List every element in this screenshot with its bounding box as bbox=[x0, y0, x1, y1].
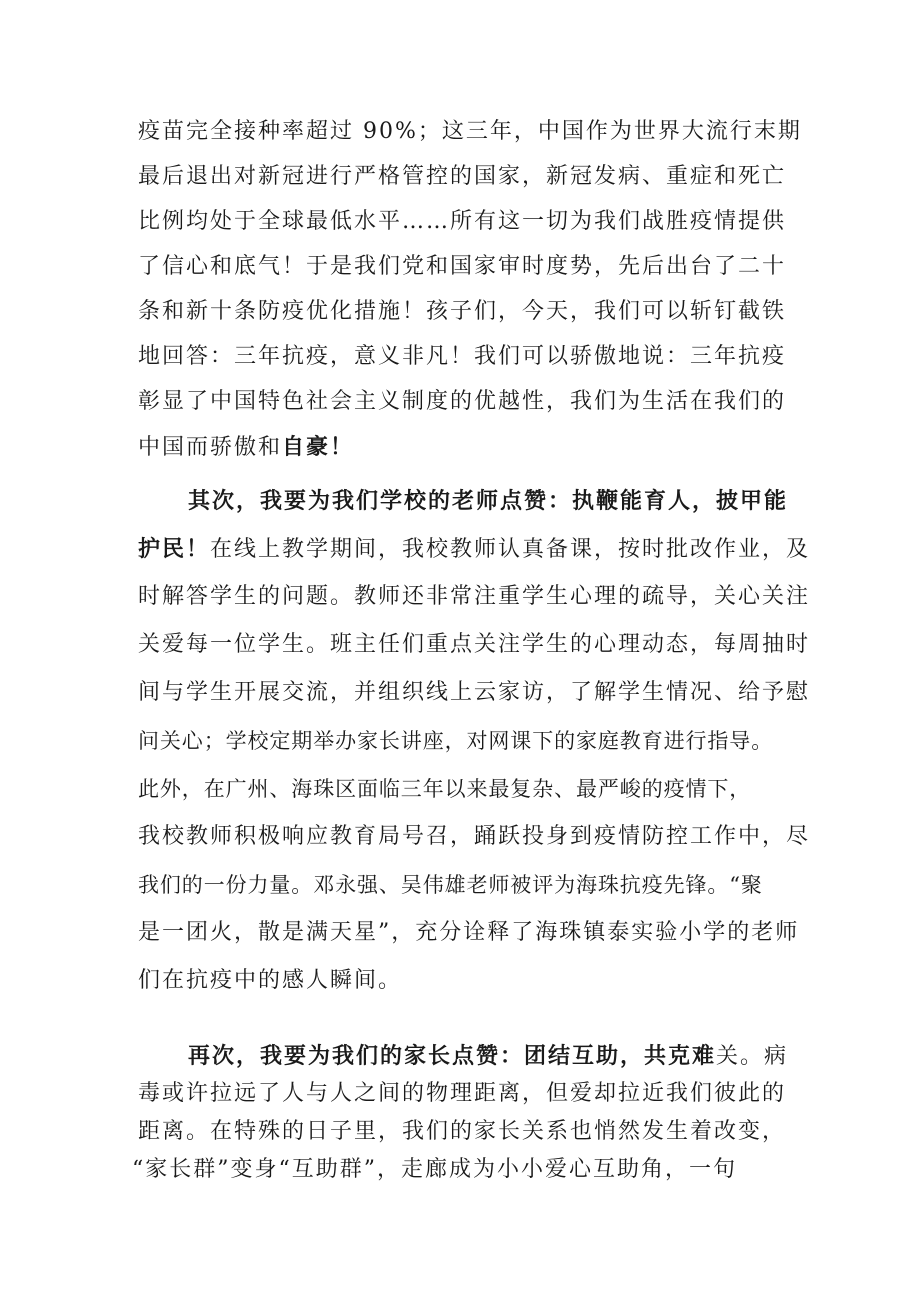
text-line bbox=[138, 1080, 786, 1108]
text-line bbox=[138, 871, 763, 899]
text-line bbox=[138, 1118, 786, 1146]
text-line bbox=[138, 631, 810, 659]
text-line bbox=[138, 583, 810, 611]
text-run: 中国而骄傲和 bbox=[138, 435, 283, 460]
text-line bbox=[138, 433, 354, 462]
text-run: “家长群”变身“互助群”，走廊成为小小爱心互助角，一句 bbox=[132, 1157, 737, 1182]
text-run: 关。病 bbox=[716, 1044, 789, 1069]
text-run: 问关心；学校定期举办家长讲座，对网课下的家庭教育进行指导。 bbox=[138, 729, 774, 753]
text-run: 间与学生开展交流，并组织线上云家访，了解学生情况、给予慰 bbox=[138, 680, 811, 705]
text-run: 我校教师积极响应教育局号召，踊跃投身到疫情防控工作中，尽 bbox=[138, 824, 811, 849]
text-run: 是一团火，散是满天星”，充分诠释了海珠镇泰实验小学的老师 bbox=[138, 920, 800, 945]
text-run: 地回答：三年抗疫，意义非凡！我们可以骄傲地说：三年抗疫 bbox=[138, 344, 787, 369]
text-run: 比例均处于全球最低水平……所有这一切为我们战胜疫情提供 bbox=[138, 209, 787, 234]
text-run: 其次，我要为我们学校的老师点赞：执鞭能育人，披甲能 bbox=[188, 488, 789, 514]
paragraph-heading bbox=[188, 1042, 788, 1071]
text-line bbox=[138, 163, 786, 191]
text-line bbox=[138, 118, 802, 146]
text-line bbox=[138, 253, 786, 281]
text-run: 距离。在特殊的日子里，我们的家长关系也悄然发生着改变， bbox=[138, 1119, 787, 1144]
text-run: 关爱每一位学生。班主任们重点关注学生的心理动态，每周抽时 bbox=[138, 632, 811, 657]
text-line bbox=[138, 343, 786, 371]
text-run: 条和新十条防疫优化措施！孩子们，今天，我们可以斩钉截铁 bbox=[138, 299, 787, 324]
paragraph-heading bbox=[188, 487, 788, 515]
text-line bbox=[138, 535, 810, 564]
text-run: 时解答学生的问题。教师还非常注重学生心理的疏导，关心关注 bbox=[138, 584, 811, 609]
text-run-bold: 护民！ bbox=[138, 536, 211, 562]
text-line bbox=[138, 208, 786, 236]
text-run: 毒或许拉远了人与人之间的物理距离，但爱却拉近我们彼此的 bbox=[138, 1081, 787, 1106]
text-run: 我们的一份力量。邓永强、吴伟雄老师被评为海珠抗疫先锋。“聚 bbox=[138, 873, 763, 897]
text-line bbox=[138, 679, 810, 707]
text-run: 彰显了中国特色社会主义制度的优越性，我们为生活在我们的 bbox=[138, 389, 787, 414]
text-line bbox=[138, 967, 402, 995]
text-line bbox=[138, 775, 751, 803]
text-run: 最后退出对新冠进行严格管控的国家，新冠发病、重症和死亡 bbox=[138, 164, 787, 189]
text-line bbox=[138, 388, 786, 416]
text-run-bold: 再次，我要为我们的家长点赞：团结互助，共克难 bbox=[188, 1043, 717, 1069]
text-line bbox=[138, 727, 773, 755]
text-run: 在线上教学期间，我校教师认真备课，按时批改作业，及 bbox=[210, 537, 811, 562]
text-run: 此外，在广州、海珠区面临三年以来最复杂、最严峻的疫情下， bbox=[138, 777, 752, 801]
text-run: 们在抗疫中的感人瞬间。 bbox=[138, 968, 403, 993]
text-line bbox=[138, 919, 799, 947]
text-line bbox=[138, 823, 810, 851]
text-run-bold: 自豪！ bbox=[282, 434, 355, 460]
text-line bbox=[132, 1156, 737, 1184]
text-line bbox=[138, 298, 786, 326]
text-run: 了信心和底气！于是我们党和国家审时度势，先后出台了二十 bbox=[138, 254, 787, 279]
text-run: 疫苗完全接种率超过 90%；这三年，中国作为世界大流行末期 bbox=[138, 119, 802, 144]
